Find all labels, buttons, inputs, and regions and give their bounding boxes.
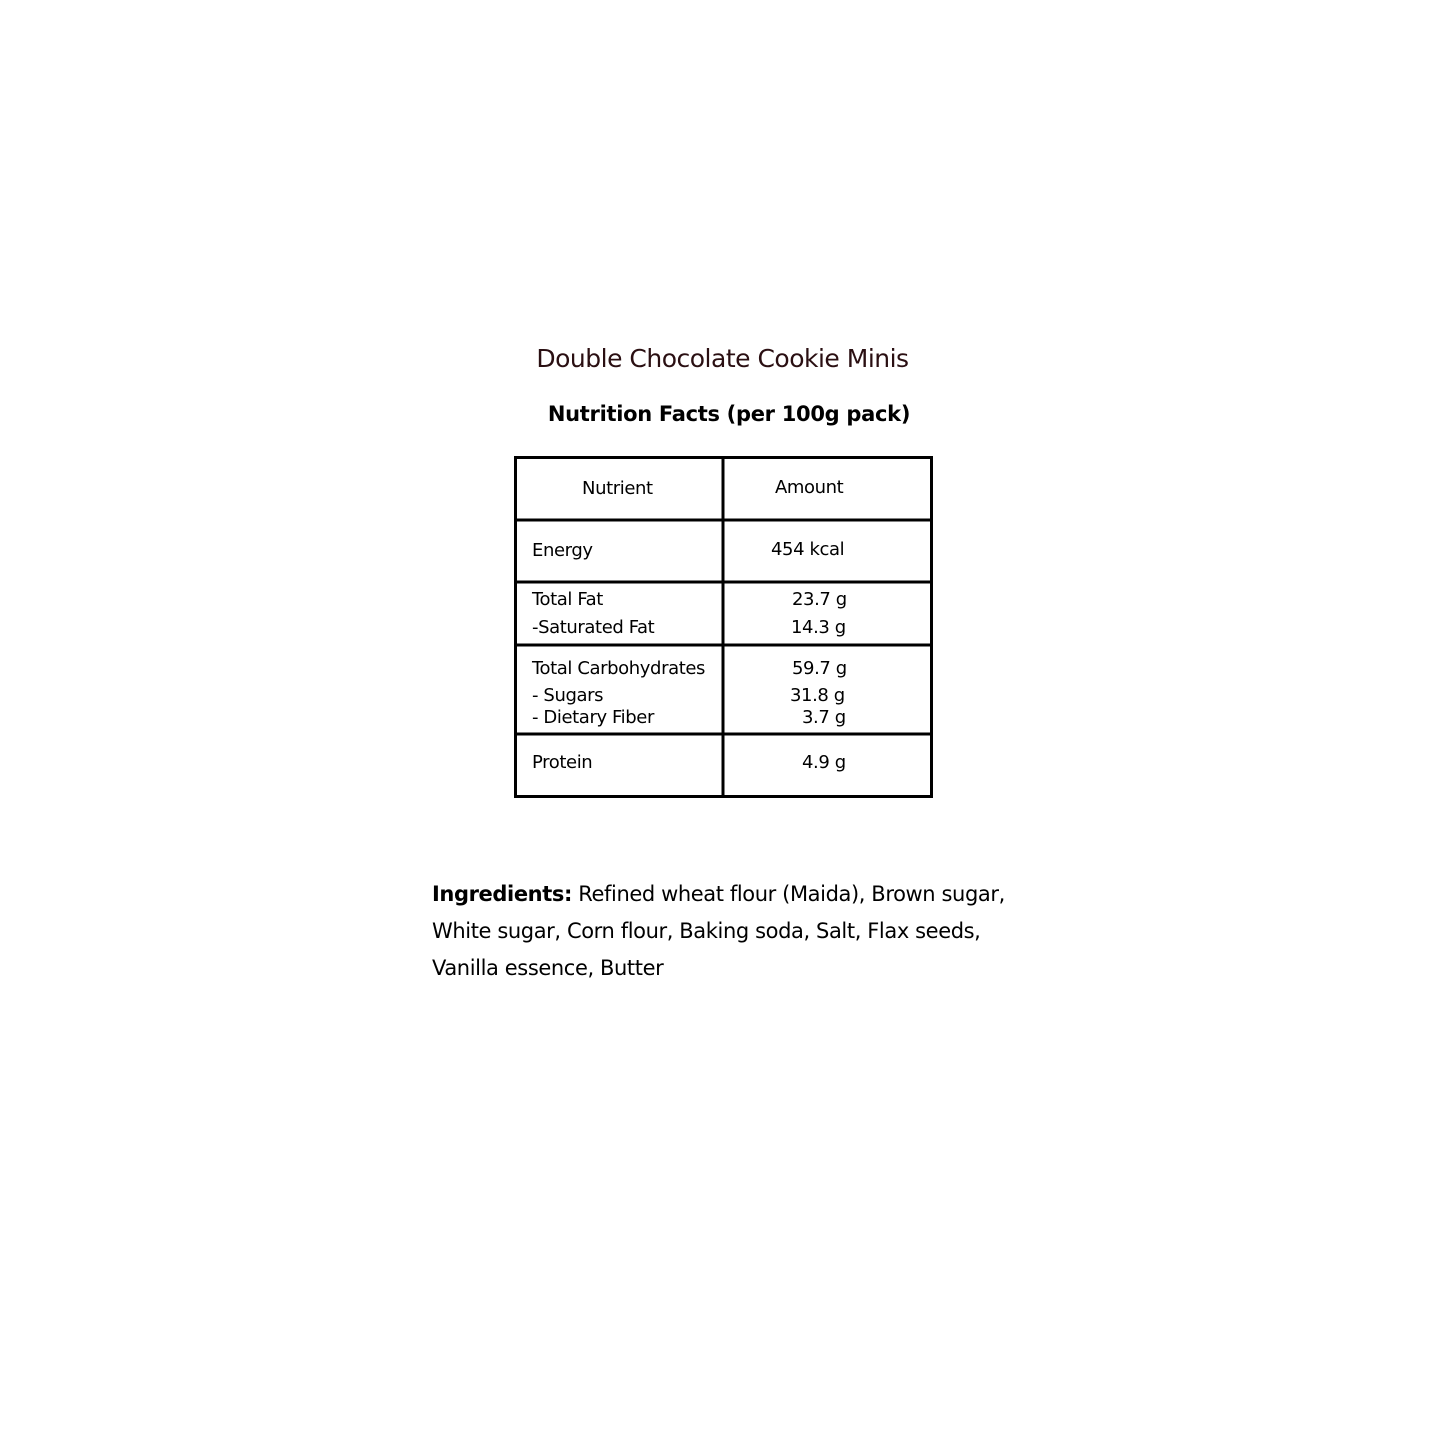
- amount-total-carbohydrates: 59.7 g: [792, 658, 847, 679]
- nutrient-energy: Energy: [532, 540, 593, 561]
- ingredients-line-1: Refined wheat flour (Maida), Brown sugar,: [571, 882, 1005, 906]
- amount-protein: 4.9 g: [802, 752, 846, 773]
- nutrient-total-fat: Total Fat: [532, 589, 603, 610]
- header-amount: Amount: [775, 477, 844, 498]
- amount-dietary-fiber: 3.7 g: [802, 707, 846, 728]
- nutrient-saturated-fat: -Saturated Fat: [532, 617, 655, 638]
- nutrient-protein: Protein: [532, 752, 593, 773]
- amount-total-fat: 23.7 g: [792, 589, 847, 610]
- ingredients-line-3: Vanilla essence, Butter: [432, 956, 664, 980]
- ingredients-label: Ingredients:: [432, 882, 572, 906]
- header-nutrient: Nutrient: [582, 478, 653, 499]
- nutrition-table: [514, 456, 933, 798]
- amount-saturated-fat: 14.3 g: [791, 617, 846, 638]
- amount-energy: 454 kcal: [771, 539, 845, 560]
- nutrient-sugars: - Sugars: [532, 685, 604, 706]
- ingredients-line-2: White sugar, Corn flour, Baking soda, Salt, Flax seeds,: [432, 919, 981, 943]
- nutrient-total-carbohydrates: Total Carbohydrates: [532, 658, 706, 679]
- nutrient-dietary-fiber: - Dietary Fiber: [532, 707, 654, 728]
- amount-sugars: 31.8 g: [790, 685, 845, 706]
- product-title: Double Chocolate Cookie Minis: [536, 344, 909, 373]
- ingredients-block: [432, 876, 1032, 987]
- nutrition-facts-heading: Nutrition Facts (per 100g pack): [547, 402, 911, 426]
